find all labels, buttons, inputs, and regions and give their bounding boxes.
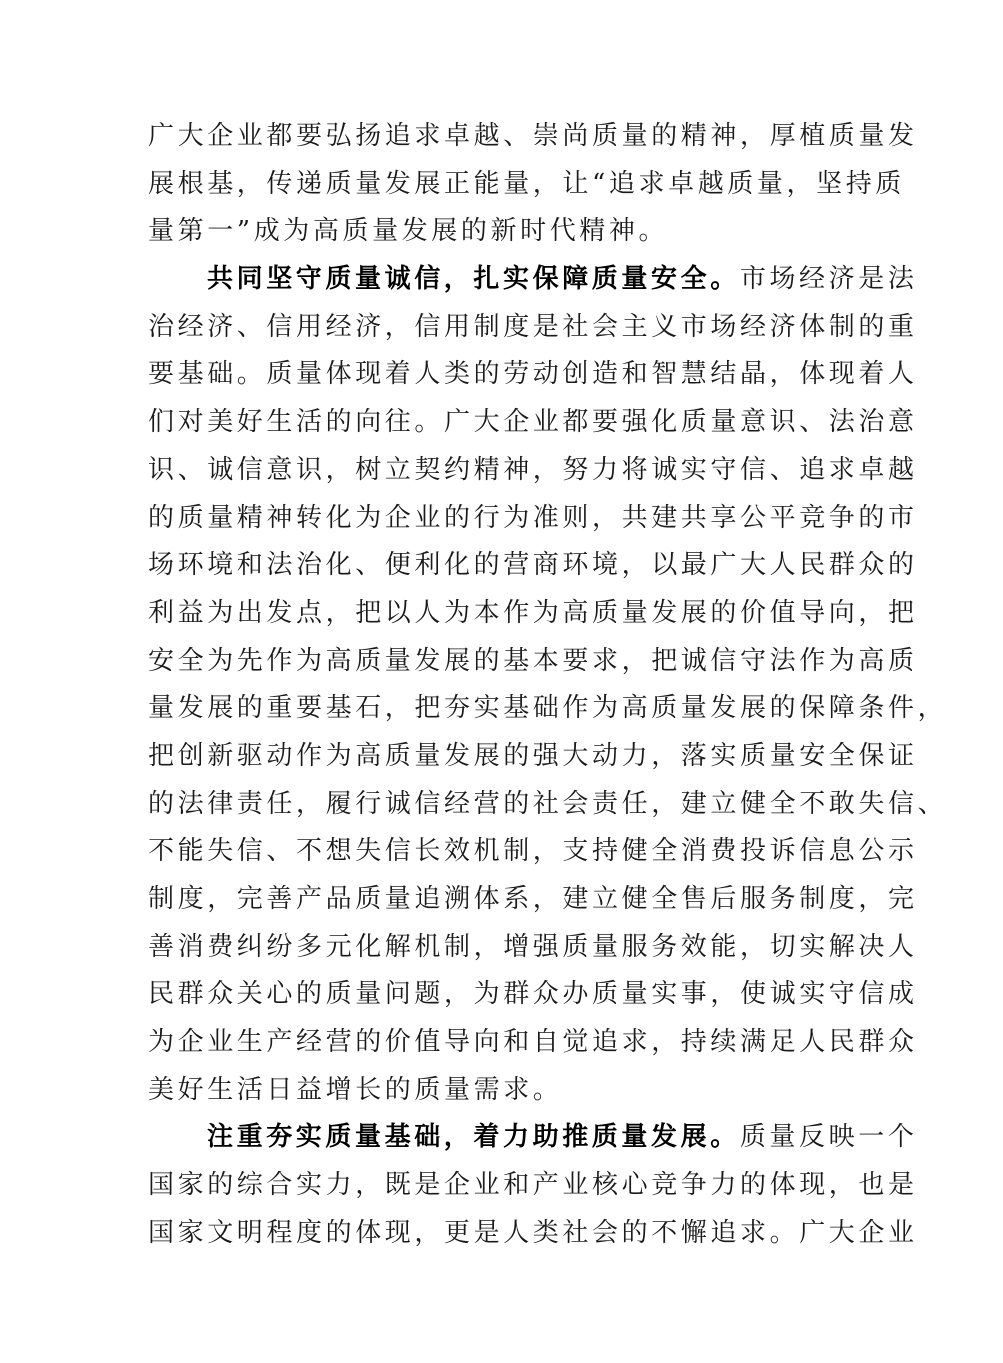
text-line: 美好生活日益增长的质量需求。 xyxy=(148,1074,563,1105)
paragraph-first-line xyxy=(148,1114,918,1162)
paragraph xyxy=(148,1114,918,1257)
text-line: 要基础。质量体现着人类的劳动创造和智慧结晶，体现着人 xyxy=(148,359,918,390)
text-line: 为企业生产经营的价值导向和自觉追求，持续满足人民群众 xyxy=(148,1027,918,1058)
paragraph-heading: 注重夯实质量基础，着力助推质量发展。 xyxy=(207,1122,740,1153)
document-page xyxy=(148,113,948,1258)
text-line: 安全为先作为高质量发展的基本要求，把诚信守法作为高质 xyxy=(148,645,918,676)
text-line: 国家的综合实力，既是企业和产业核心竞争力的体现，也是 xyxy=(148,1170,918,1201)
text-line: 民群众关心的质量问题，为群众办质量实事，使诚实守信成 xyxy=(148,979,918,1010)
text-line: 场环境和法治化、便利化的营商环境，以最广大人民群众的 xyxy=(148,550,918,581)
text-line: 量第一”成为高质量发展的新时代精神。 xyxy=(148,216,669,247)
paragraph xyxy=(148,256,948,1114)
text-line: 的法律责任，履行诚信经营的社会责任，建立健全不敢失信、 xyxy=(148,788,948,819)
text-line: 国家文明程度的体现，更是人类社会的不懈追求。广大企业 xyxy=(148,1217,918,1248)
paragraph-heading: 共同坚守质量诚信，扎实保障质量安全。 xyxy=(207,264,740,295)
text-line: 广大企业都要弘扬追求卓越、崇尚质量的精神，厚植质量发 xyxy=(148,121,918,151)
text-line: 治经济、信用经济，信用制度是社会主义市场经济体制的重 xyxy=(148,311,918,342)
text-line: 的质量精神转化为企业的行为准则，共建共享公平竞争的市 xyxy=(148,502,918,533)
text-line: 们对美好生活的向往。广大企业都要强化质量意识、法治意 xyxy=(148,407,918,438)
paragraph-first-line xyxy=(148,256,918,304)
text-line: 展根基，传递质量发展正能量，让“追求卓越质量，坚持质 xyxy=(148,168,905,199)
text-span: 质量反映一个 xyxy=(739,1122,918,1153)
text-line: 把创新驱动作为高质量发展的强大动力，落实质量安全保证 xyxy=(148,740,918,771)
text-line: 利益为出发点，把以人为本作为高质量发展的价值导向，把 xyxy=(148,597,918,628)
paragraph xyxy=(148,113,918,256)
text-span: 市场经济是法 xyxy=(739,264,918,295)
text-line: 善消费纠纷多元化解机制，增强质量服务效能，切实解决人 xyxy=(148,931,918,962)
text-line: 识、诚信意识，树立契约精神，努力将诚实守信、追求卓越 xyxy=(148,454,918,485)
text-line: 不能失信、不想失信长效机制，支持健全消费投诉信息公示 xyxy=(148,836,918,867)
text-line: 制度，完善产品质量追溯体系，建立健全售后服务制度，完 xyxy=(148,884,918,914)
text-line: 量发展的重要基石，把夯实基础作为高质量发展的保障条件， xyxy=(148,693,948,724)
